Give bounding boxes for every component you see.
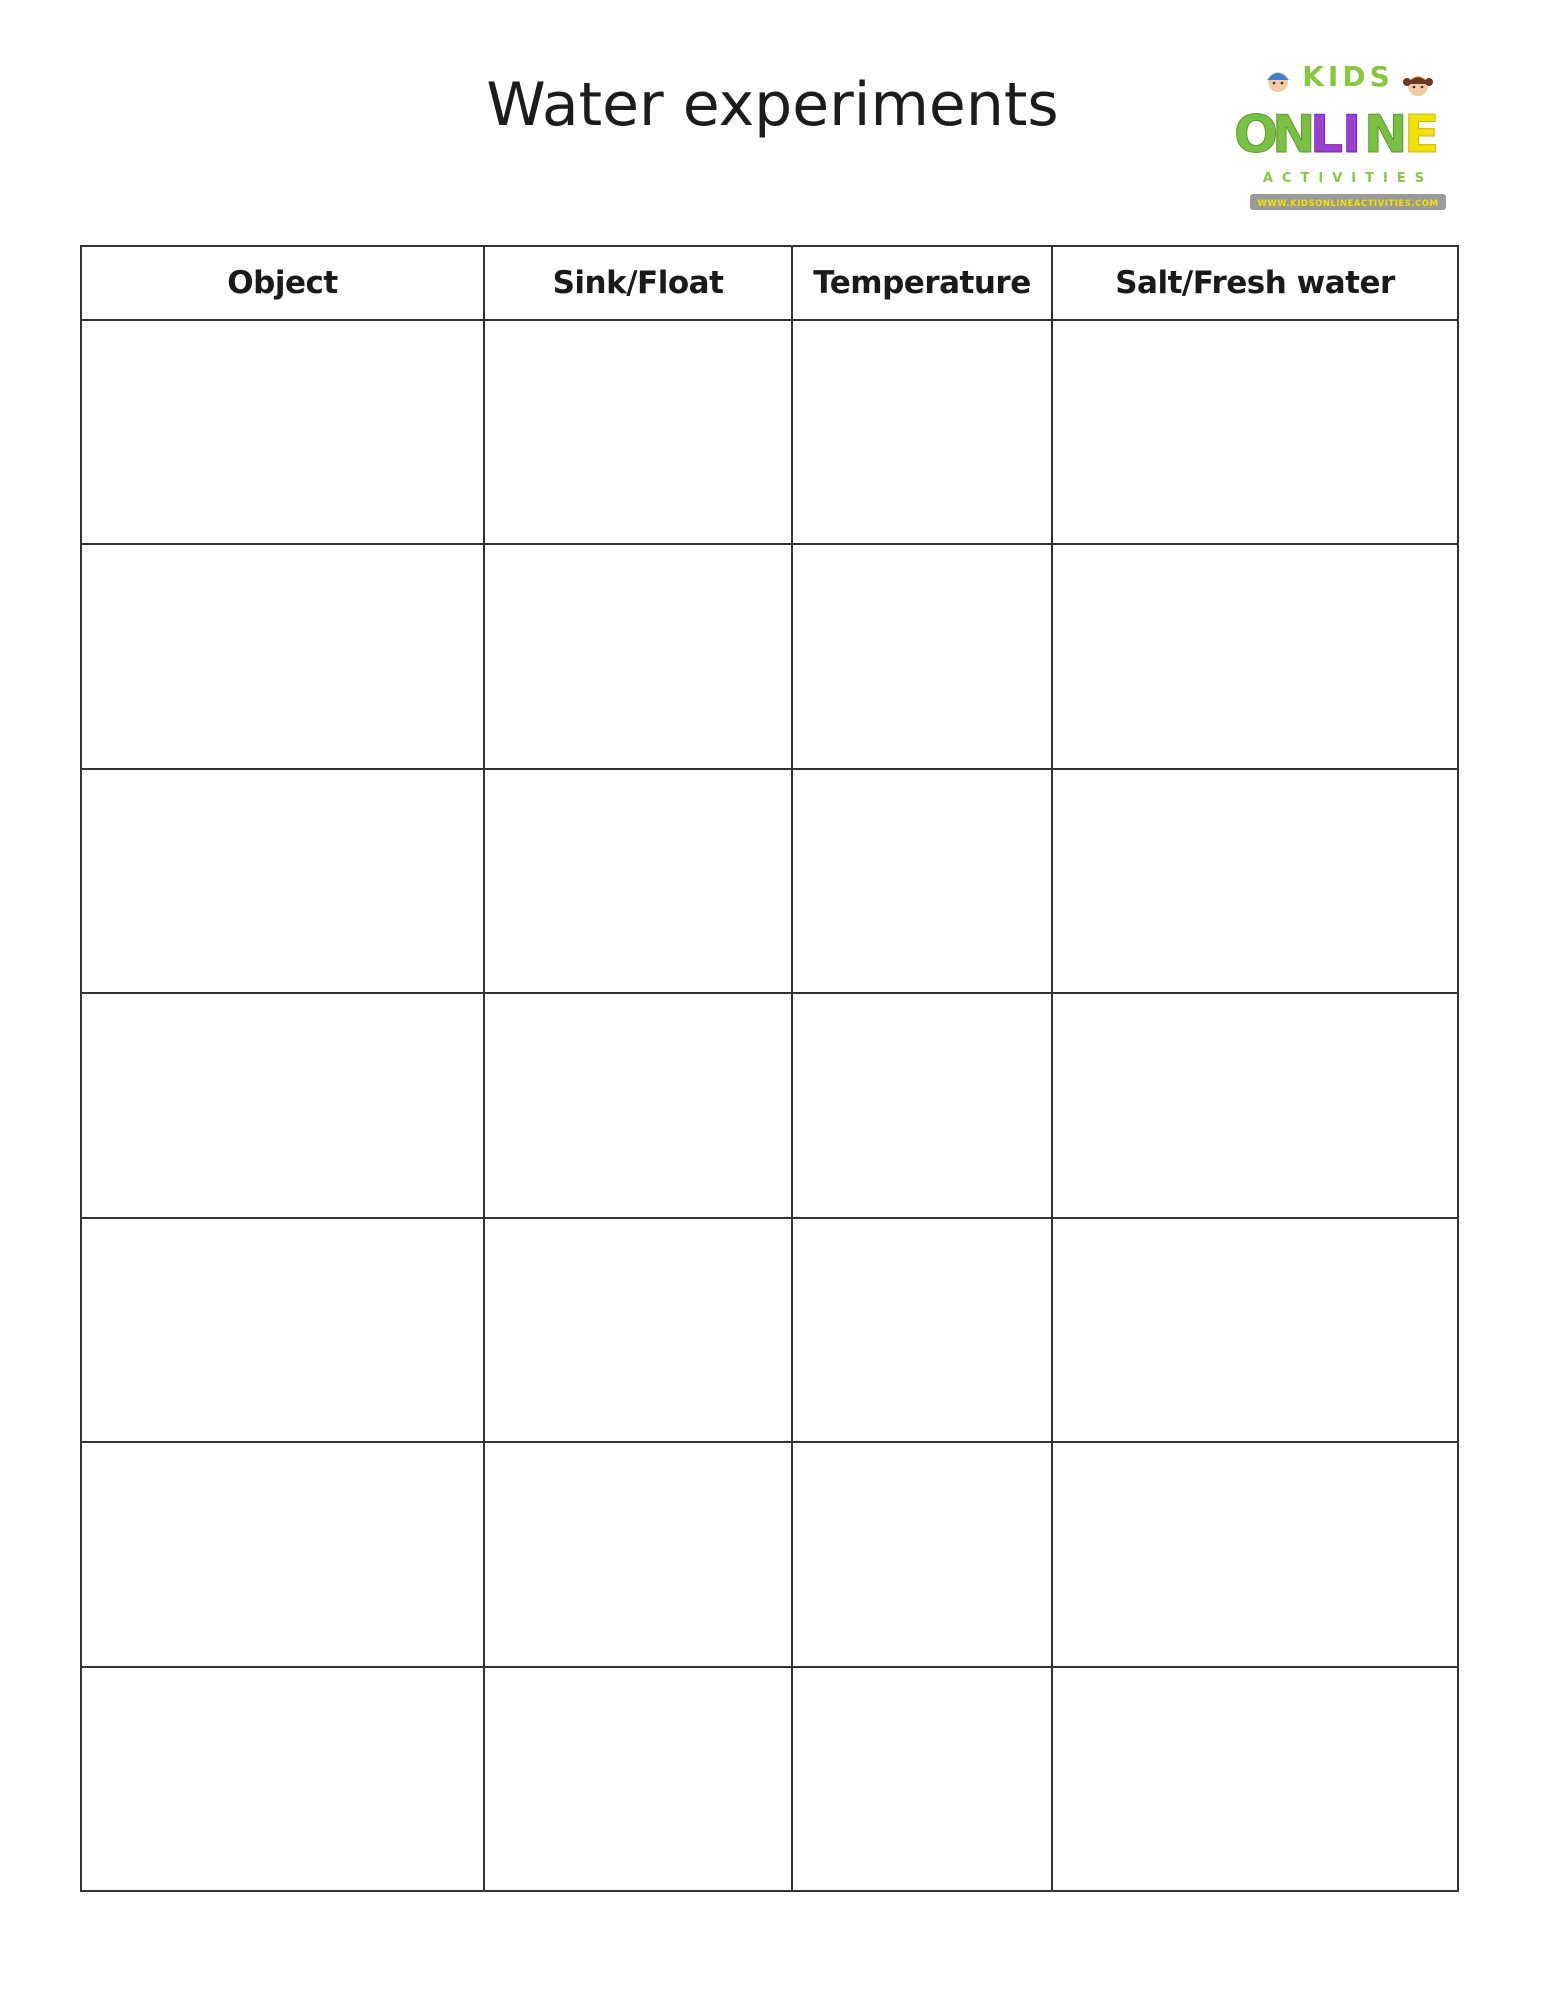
cell-salt-fresh-water[interactable] (1052, 769, 1458, 993)
cell-temperature[interactable] (792, 1218, 1052, 1442)
experiment-table (80, 245, 1459, 1892)
cell-sink-float[interactable] (484, 769, 792, 993)
table-row (81, 320, 1458, 544)
cell-temperature[interactable] (792, 769, 1052, 993)
cell-salt-fresh-water[interactable] (1052, 993, 1458, 1217)
svg-text:N: N (1364, 105, 1408, 165)
cell-temperature[interactable] (792, 993, 1052, 1217)
svg-text:L: L (1310, 105, 1344, 165)
cell-sink-float[interactable] (484, 544, 792, 768)
logo-online-text (1234, 105, 1440, 165)
cell-salt-fresh-water[interactable] (1052, 1218, 1458, 1442)
cell-salt-fresh-water[interactable] (1052, 544, 1458, 768)
svg-text:E: E (1404, 105, 1440, 165)
cell-object[interactable] (81, 769, 484, 993)
table-row (81, 769, 1458, 993)
svg-text:N: N (1272, 105, 1316, 165)
cell-object[interactable] (81, 544, 484, 768)
page-title: Water experiments (486, 70, 1059, 140)
svg-text:I: I (1342, 105, 1362, 165)
cell-sink-float[interactable] (484, 1442, 792, 1666)
svg-text:O: O (1234, 105, 1279, 165)
cell-temperature[interactable] (792, 1442, 1052, 1666)
kids-online-activities-logo (1232, 52, 1462, 220)
cell-sink-float[interactable] (484, 993, 792, 1217)
cell-sink-float[interactable] (484, 1218, 792, 1442)
header-object: Object (81, 246, 484, 320)
cell-temperature[interactable] (792, 544, 1052, 768)
header-sink-float: Sink/Float (484, 246, 792, 320)
cell-object[interactable] (81, 320, 484, 544)
cell-sink-float[interactable] (484, 1667, 792, 1891)
table-row (81, 993, 1458, 1217)
cell-salt-fresh-water[interactable] (1052, 1667, 1458, 1891)
cell-sink-float[interactable] (484, 320, 792, 544)
cell-object[interactable] (81, 1442, 484, 1666)
cell-salt-fresh-water[interactable] (1052, 320, 1458, 544)
boy-face-icon (1267, 72, 1289, 92)
table-row (81, 1667, 1458, 1891)
cell-salt-fresh-water[interactable] (1052, 1442, 1458, 1666)
table-row (81, 1442, 1458, 1666)
table-row (81, 544, 1458, 768)
cell-temperature[interactable] (792, 320, 1052, 544)
logo-kids-text: KIDS (1302, 60, 1394, 93)
cell-object[interactable] (81, 993, 484, 1217)
girl-face-icon (1403, 76, 1433, 96)
header-row (81, 246, 1458, 320)
logo-url-text: WWW.KIDSONLINEACTIVITIES.COM (1257, 199, 1439, 209)
cell-object[interactable] (81, 1218, 484, 1442)
logo-activities-text: ACTIVITIES (1262, 171, 1434, 186)
table-row (81, 1218, 1458, 1442)
header-temperature: Temperature (792, 246, 1052, 320)
cell-temperature[interactable] (792, 1667, 1052, 1891)
header-salt-fresh-water: Salt/Fresh water (1052, 246, 1458, 320)
cell-object[interactable] (81, 1667, 484, 1891)
